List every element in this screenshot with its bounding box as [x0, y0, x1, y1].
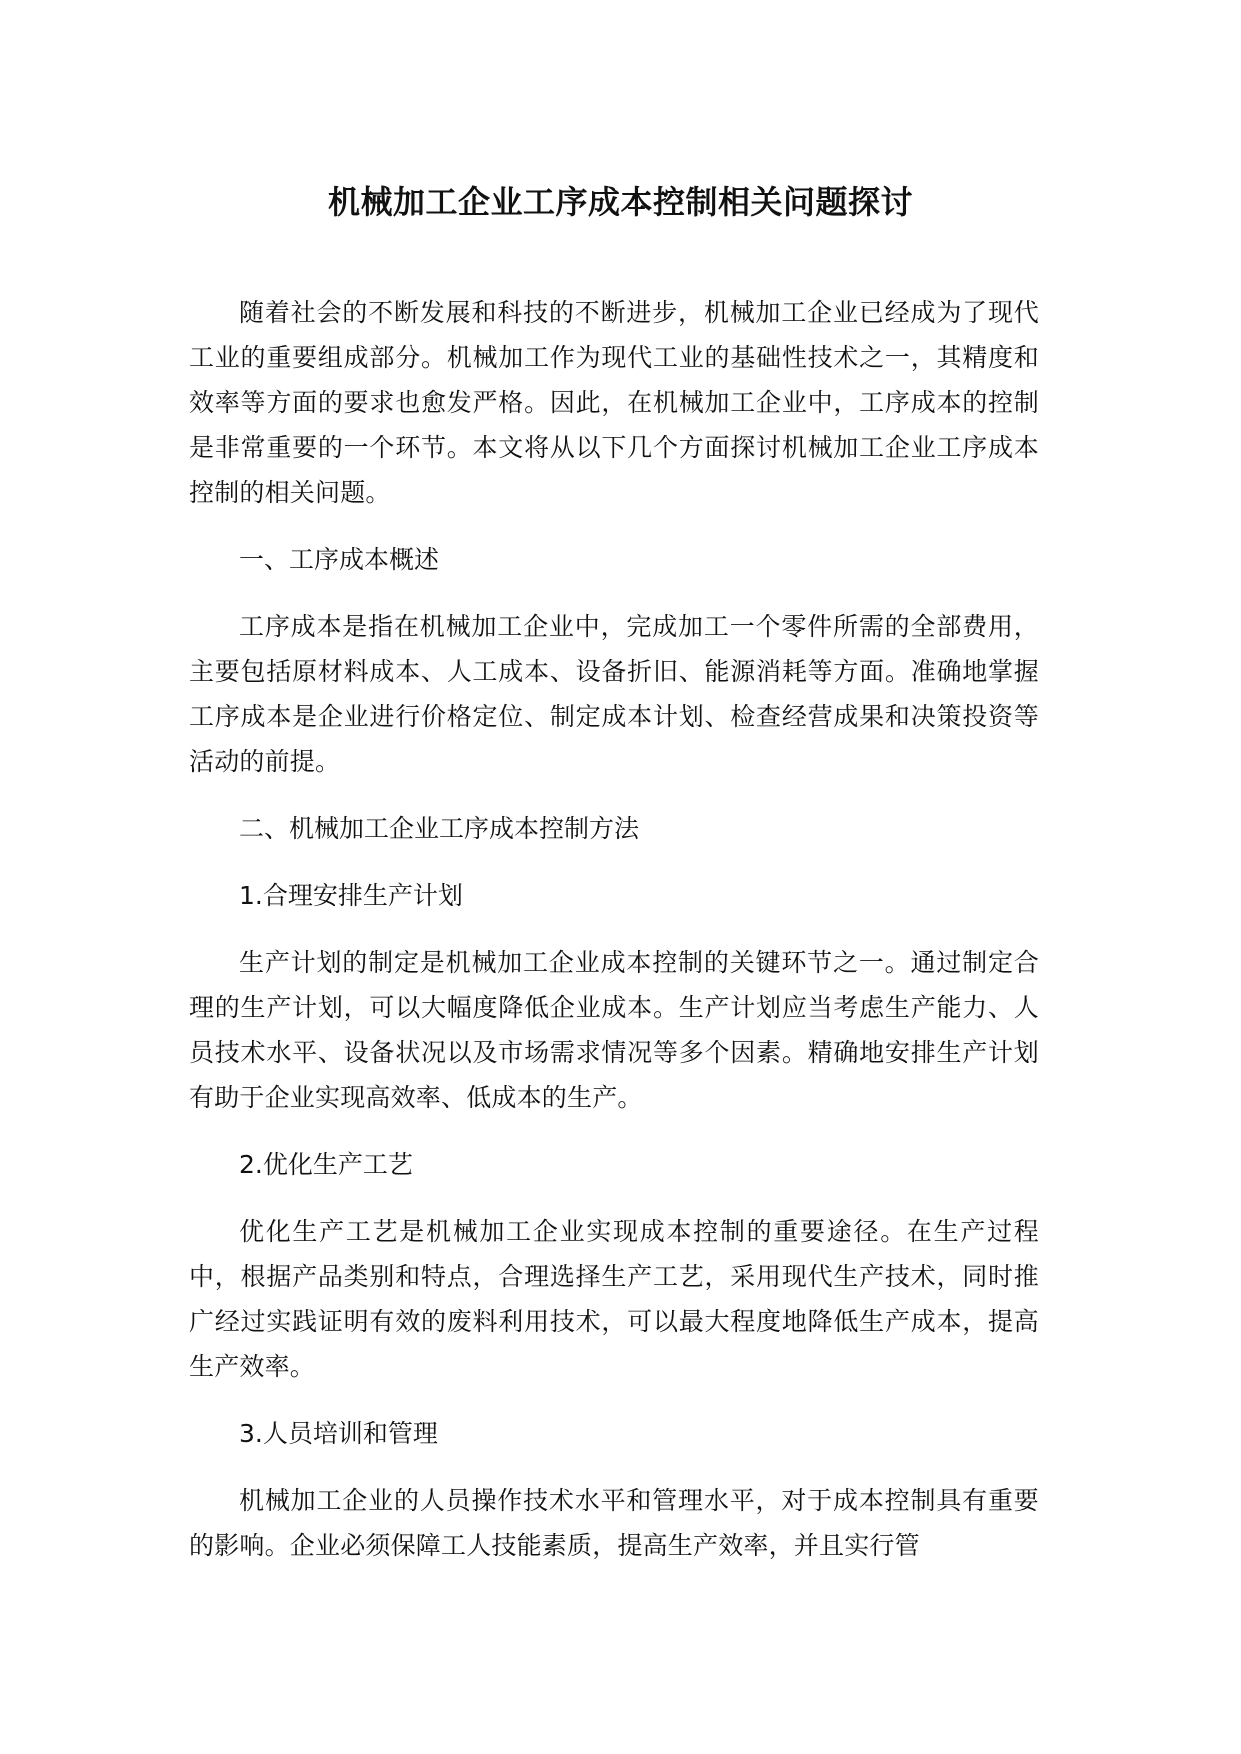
production-plan-paragraph: 生产计划的制定是机械加工企业成本控制的关键环节之一。通过制定合理的生产计划，可以大幅度降低企业成本。生产计划应当考虑生产能力、人员技术水平、设备状况以及市场需求情况等多个因素。精确地安排生产计划有助于企业实现高效率、低成本的生产。 — [189, 948, 1039, 1112]
overview-paragraph: 工序成本是指在机械加工企业中，完成加工一个零件所需的全部费用，主要包括原材料成本、人工成本、设备折旧、能源消耗等方面。准确地掌握工序成本是企业进行价格定位、制定成本计划、检查经营成果和决策投资等活动的前提。 — [189, 612, 1039, 776]
subheading-process-optimization: 2.优化生产工艺 — [239, 1150, 413, 1179]
subheading-staff-training: 3.人员培训和管理 — [239, 1419, 438, 1448]
section-heading-overview: 一、工序成本概述 — [239, 545, 440, 574]
document-title: 机械加工企业工序成本控制相关问题探讨 — [327, 183, 913, 221]
subheading-production-plan: 1.合理安排生产计划 — [239, 881, 463, 910]
process-optimization-paragraph: 优化生产工艺是机械加工企业实现成本控制的重要途径。在生产过程中，根据产品类别和特点，合理选择生产工艺，采用现代生产技术，同时推广经过实践证明有效的废料利用技术，可以最大程度地降低生产成本，提高生产效率。 — [189, 1217, 1039, 1381]
document-body — [189, 290, 1039, 1590]
staff-training-paragraph: 机械加工企业的人员操作技术水平和管理水平，对于成本控制具有重要的影响。企业必须保障工人技能素质，提高生产效率，并且实行管 — [189, 1486, 1039, 1560]
intro-paragraph: 随着社会的不断发展和科技的不断进步，机械加工企业已经成为了现代工业的重要组成部分。机械加工作为现代工业的基础性技术之一，其精度和效率等方面的要求也愈发严格。因此，在机械加工企业中，工序成本的控制是非常重要的一个环节。本文将从以下几个方面探讨机械加工企业工序成本控制的相关问题。 — [189, 298, 1039, 507]
section-heading-methods: 二、机械加工企业工序成本控制方法 — [239, 814, 640, 843]
